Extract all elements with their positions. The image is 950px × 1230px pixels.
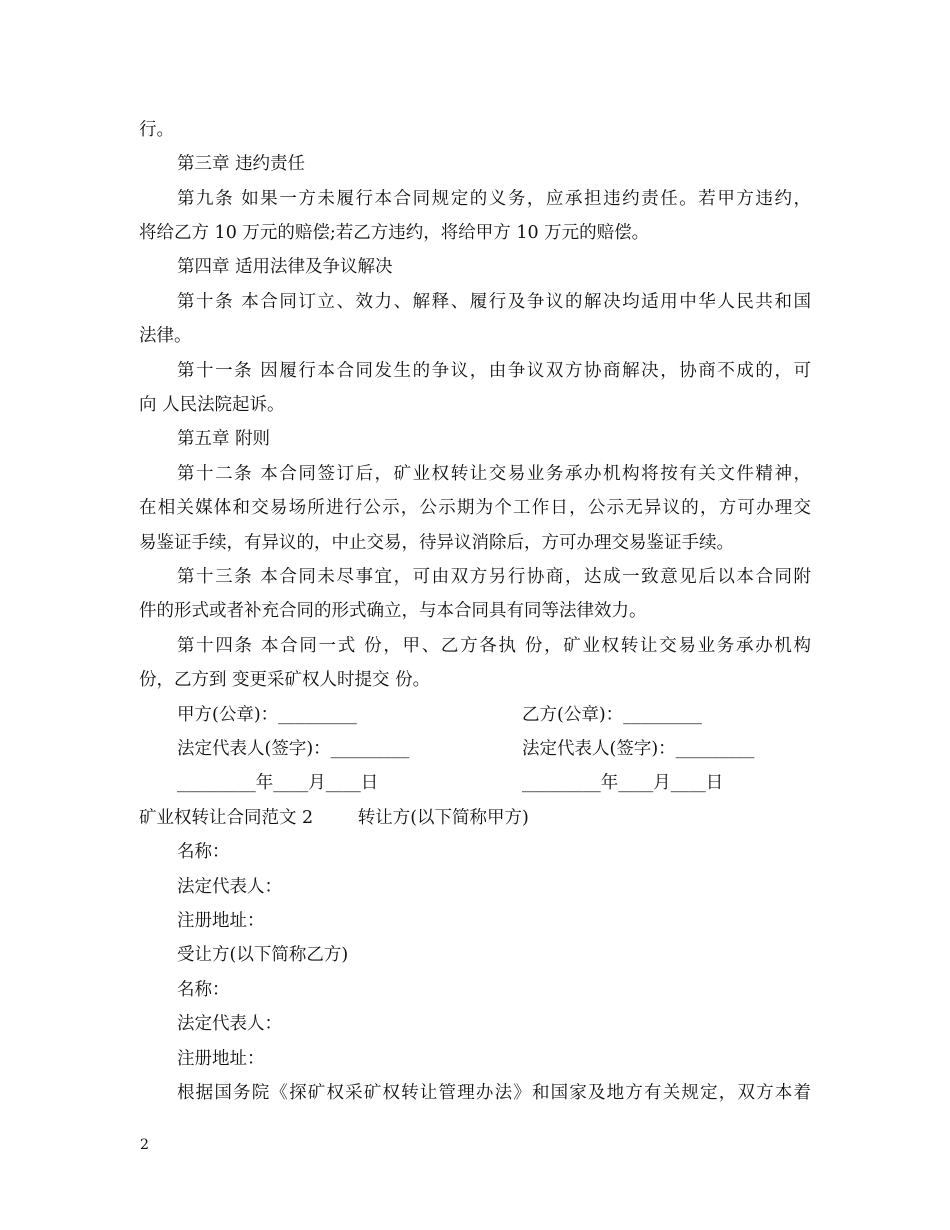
paragraph-line: 件的形式或者补充合同的形式确立，与本合同具有同等法律效力。: [139, 601, 647, 621]
paragraph-line: 第十一条 因履行本合同发生的争议，由争议双方协商解决，协商不成的，可: [177, 361, 811, 381]
field-label: 法定代表人：: [177, 1014, 282, 1034]
paragraph-line: 向 人民法院起诉。: [139, 395, 285, 415]
section-title: 矿业权转让合同范文 2 转让方(以下简称甲方): [139, 808, 529, 828]
paragraph-line: 行。: [139, 120, 174, 140]
paragraph-line: 易鉴证手续，有异议的，中止交易，待异议消除后，方可办理交易鉴证手续。: [139, 533, 734, 553]
party-b-representative: 法定代表人(签字)：_________: [522, 739, 755, 759]
chapter-heading: 第三章 违约责任: [177, 154, 306, 174]
paragraph-line: 第十条 本合同订立、效力、解释、履行及争议的解决均适用中华人民共和国: [177, 292, 811, 312]
party-a-date: _________年____月____日: [177, 773, 379, 793]
paragraph-line: 第十二条 本合同签订后，矿业权转让交易业务承办机构将按有关文件精神，: [177, 464, 811, 484]
paragraph-line: 份，乙方到 变更采矿权人时提交 份。: [139, 670, 431, 690]
party-a-seal: 甲方(公章)：_________: [177, 705, 357, 725]
party-b-date: _________年____月____日: [522, 773, 724, 793]
page-number: 2: [140, 1137, 149, 1153]
paragraph-line: 第十四条 本合同一式 份，甲、乙方各执 份，矿业权转让交易业务承办机构: [177, 636, 811, 656]
field-label: 法定代表人：: [177, 877, 282, 897]
field-label: 名称：: [177, 980, 230, 1000]
paragraph-line: 将给乙方 10 万元的赔偿;若乙方违约，将给甲方 10 万元的赔偿。: [139, 223, 650, 243]
field-label: 名称：: [177, 842, 230, 862]
paragraph-line: 根据国务院《探矿权采矿权转让管理办法》和国家及地方有关规定，双方本着: [177, 1083, 811, 1103]
field-label: 注册地址：: [177, 911, 265, 931]
field-label: 注册地址：: [177, 1049, 265, 1069]
field-label: 受让方(以下简称乙方): [177, 945, 349, 965]
paragraph-line: 在相关媒体和交易场所进行公示，公示期为个工作日，公示无异议的，方可办理交: [139, 498, 811, 518]
party-b-seal: 乙方(公章)：_________: [522, 705, 702, 725]
chapter-heading: 第四章 适用法律及争议解决: [177, 257, 393, 277]
paragraph-line: 第十三条 本合同未尽事宜，可由双方另行协商，达成一致意见后以本合同附: [177, 567, 811, 587]
party-a-representative: 法定代表人(签字)：_________: [177, 739, 410, 759]
paragraph-line: 法律。: [139, 326, 192, 346]
paragraph-line: 第九条 如果一方未履行本合同规定的义务，应承担违约责任。若甲方违约，: [177, 189, 811, 209]
chapter-heading: 第五章 附则: [177, 429, 271, 449]
